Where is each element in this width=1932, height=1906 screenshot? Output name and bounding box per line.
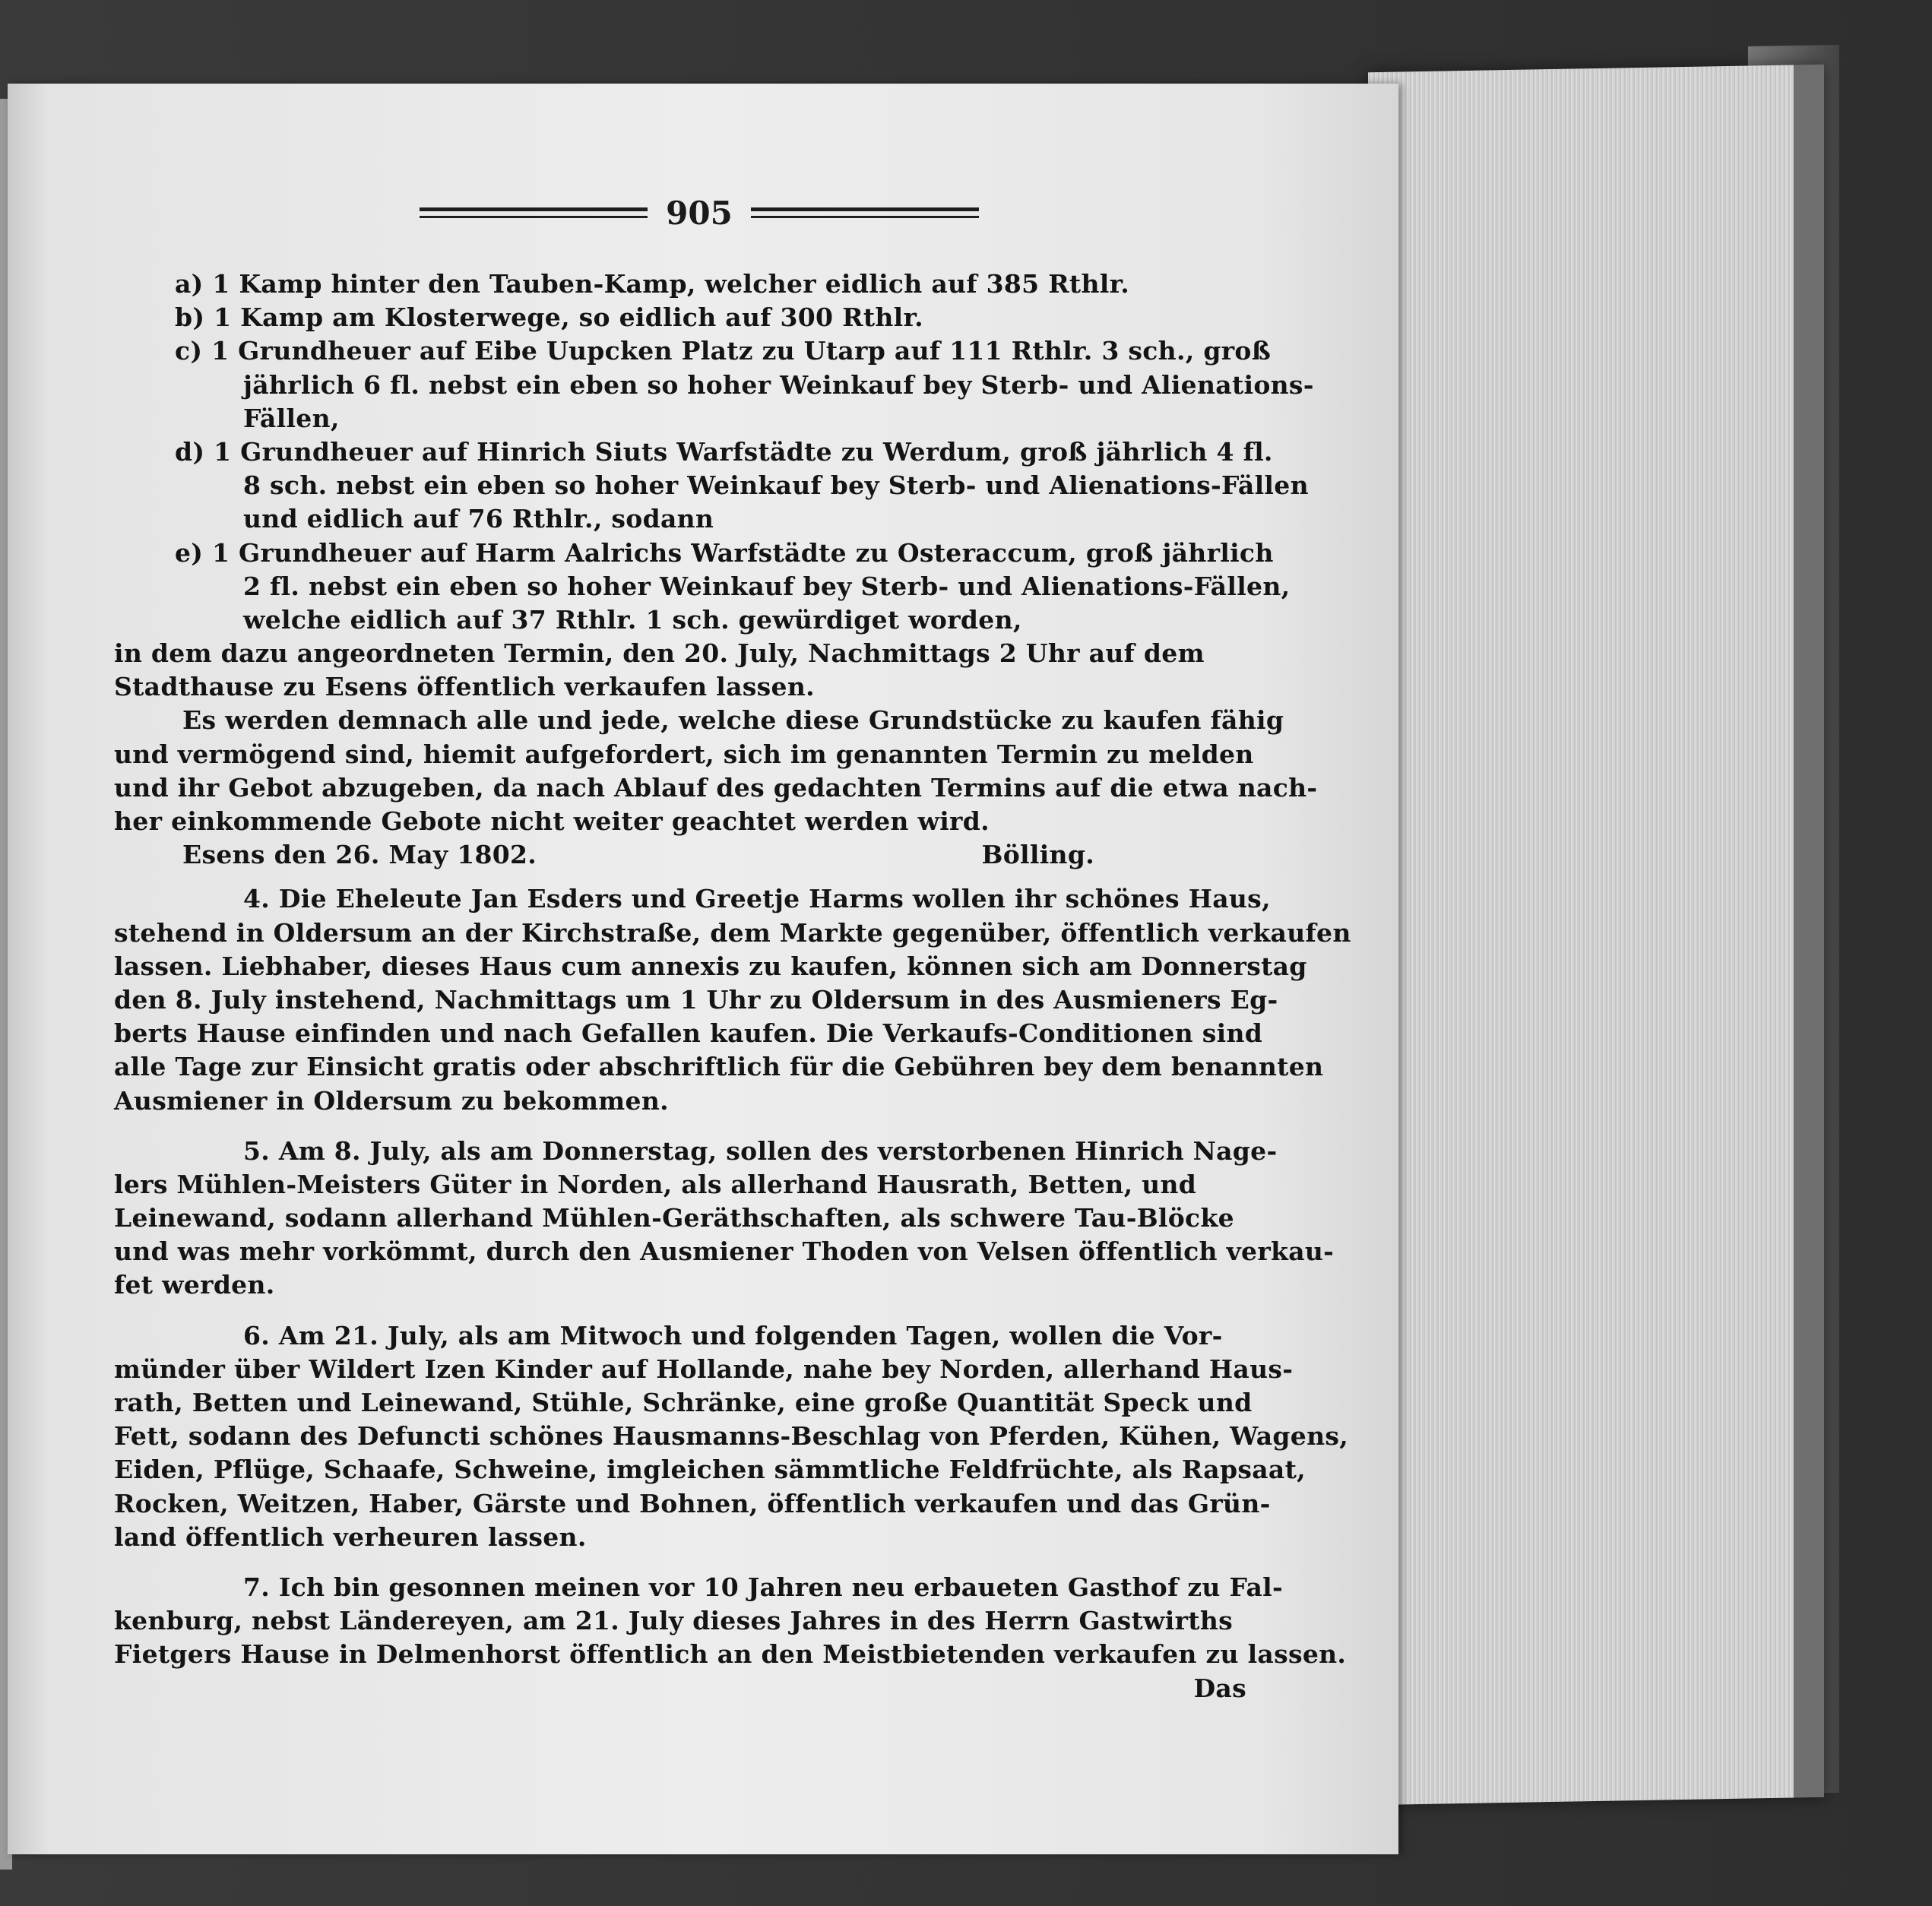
text-line: in dem dazu angeordneten Termin, den 20. July, Nachmittags 2 Uhr auf dem [114,638,1205,669]
text-line: her einkommende Gebote nicht weiter geachtet werden wird. [114,806,990,836]
paragraph-gap [114,872,1269,882]
text-line: e) 1 Grundheuer auf Harm Aalrichs Warfstädte zu Osteraccum, groß jährlich [175,537,1274,568]
header-rule-right [751,207,979,218]
text-line: rath, Betten und Leinewand, Stühle, Schränke, eine große Quantität Speck und [114,1388,1253,1417]
text-line: 6. Am 21. July, als am Mitwoch und folgenden Tagen, wollen die Vor- [243,1320,1223,1350]
header-rule-left [420,207,648,218]
text-line: jährlich 6 fl. nebst ein eben so hoher Weinkauf bey Sterb- und Alienations- [243,369,1314,400]
text-line: Ausmiener in Oldersum zu bekommen. [114,1085,669,1116]
text-line: land öffentlich verheuren lassen. [114,1521,587,1552]
text-line: Eiden, Pflüge, Schaafe, Schweine, imgleichen sämmtliche Feldfrüchte, als Rapsaat, [114,1455,1306,1485]
text-line: Fett, sodann des Defuncti schönes Hausmanns-Beschlag von Pferden, Kühen, Wagens, [114,1421,1349,1452]
paragraph-gap [114,1554,1269,1571]
paragraph-gap [114,1303,1269,1319]
text-line: stehend in Oldersum an der Kirchstraße, dem Markte gegenüber, öffentlich verkaufen [114,917,1351,948]
page-number: 905 [666,194,733,232]
text-line: lers Mühlen-Meisters Güter in Norden, als allerhand Hausrath, Betten, und [114,1169,1197,1199]
page-text [114,268,1351,1705]
text-line: Leinewand, sodann allerhand Mühlen-Geräthschaften, als schwere Tau-Blöcke [114,1203,1234,1233]
text-line: c) 1 Grundheuer auf Eibe Uupcken Platz zu Utarp auf 111 Rthlr. 3 sch., groß [175,336,1272,366]
catchword: Das [1193,1673,1246,1703]
text-line: d) 1 Grundheuer auf Hinrich Siuts Warfstädte zu Werdum, groß jährlich 4 fl. [175,436,1273,467]
text-line: und ihr Gebot abzugeben, da nach Ablauf des gedachten Termins auf die etwa nach- [114,772,1318,803]
signature-line [114,838,1094,872]
text-line: Stadthause zu Esens öffentlich verkaufen lassen. [114,672,815,702]
text-line: Fällen, [243,403,340,433]
text-line: welche eidlich auf 37 Rthlr. 1 sch. gewürdiget worden, [243,604,1022,635]
text-line: Fietgers Hause in Delmenhorst öffentlich an den Meistbietenden verkaufen zu lassen. [114,1639,1347,1670]
page-header [410,190,988,236]
text-line: 8 sch. nebst ein eben so hoher Weinkauf bey Sterb- und Alienations-Fällen [243,470,1309,501]
text-line: kenburg, nebst Ländereyen, am 21. July dieses Jahres in des Herrn Gastwirths [114,1606,1233,1636]
text-line: Rocken, Weitzen, Haber, Gärste und Bohnen, öffentlich verkaufen und das Grün- [114,1488,1271,1518]
place-date: Esens den 26. May 1802. [182,840,537,870]
text-line: a) 1 Kamp hinter den Tauben-Kamp, welcher eidlich auf 385 Rthlr. [175,269,1130,299]
text-line: b) 1 Kamp am Klosterwege, so eidlich auf 300 Rthlr. [175,302,923,333]
text-line: den 8. July instehend, Nachmittags um 1 Uhr zu Oldersum in des Ausmieners Eg- [114,984,1278,1015]
text-line: lassen. Liebhaber, dieses Haus cum annexis zu kaufen, können sich am Donnerstag [114,951,1307,981]
text-line: 7. Ich bin gesonnen meinen vor 10 Jahren neu erbaueten Gasthof zu Fal- [243,1572,1283,1602]
signatory: Bölling. [981,840,1094,870]
text-line: alle Tage zur Einsicht gratis oder abschriftlich für die Gebühren bey dem benannten [114,1052,1324,1082]
text-line: 2 fl. nebst ein eben so hoher Weinkauf bey Sterb- und Alienations-Fällen, [243,571,1291,601]
text-line: und vermögend sind, hiemit aufgefordert, sich im genannten Termin zu melden [114,739,1254,769]
text-line: 4. Die Eheleute Jan Esders und Greetje Harms wollen ihr schönes Haus, [243,884,1271,914]
text-line: 5. Am 8. July, als am Donnerstag, sollen des verstorbenen Hinrich Nage- [243,1135,1278,1166]
text-line: und eidlich auf 76 Rthlr., sodann [243,504,714,534]
text-line: Es werden demnach alle und jede, welche diese Grundstücke zu kaufen fähig [182,705,1284,736]
book-page-edges [1368,65,1824,1805]
text-line: münder über Wildert Izen Kinder auf Hollande, nahe bey Norden, allerhand Haus- [114,1354,1294,1384]
text-line: berts Hause einfinden und nach Gefallen kaufen. Die Verkaufs-Conditionen sind [114,1018,1263,1049]
text-line: fet werden. [114,1270,275,1300]
text-line: und was mehr vorkömmt, durch den Ausmiener Thoden von Velsen öffentlich verkau- [114,1236,1335,1267]
paragraph-gap [114,1118,1269,1135]
